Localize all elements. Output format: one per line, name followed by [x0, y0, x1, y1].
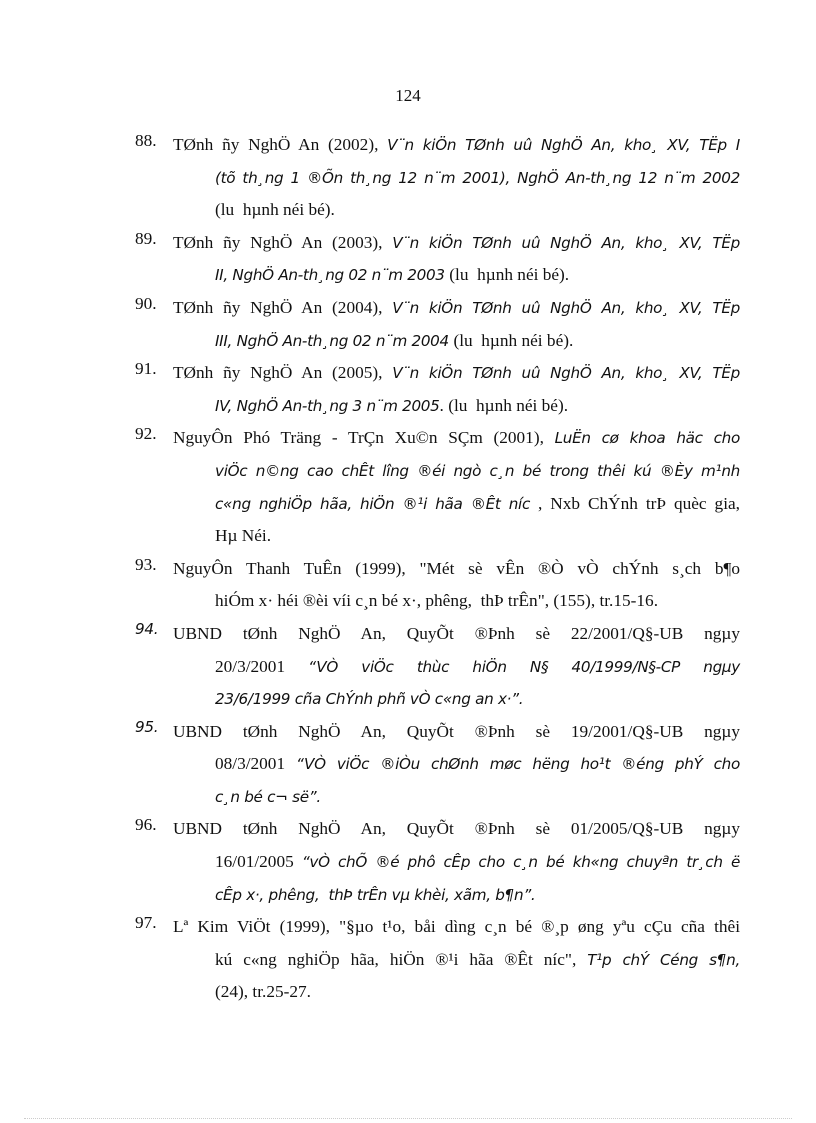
- reference-text: 08/3/2001: [215, 754, 296, 774]
- reference-title-text: “VÒ viÖc ®iÒu chØnh møc hëng ho¹t ®éng phÝ cho: [295, 755, 740, 774]
- reference-entry: [135, 229, 740, 294]
- reference-title-text: III, NghÖ An-th¸ng 02 n¨m 2004: [215, 331, 454, 350]
- reference-line: [173, 424, 740, 457]
- reference-line: [173, 555, 740, 588]
- reference-text: TØnh ñy NghÖ An (2004),: [173, 297, 393, 317]
- reference-text: (24), tr.25-27.: [215, 982, 311, 1002]
- reference-line: [173, 913, 740, 946]
- reference-line: [215, 261, 740, 294]
- reference-line: [215, 522, 740, 555]
- reference-line: [215, 881, 740, 914]
- reference-text: Lª Kim ViÖt (1999), "§µo t¹o, båi dìng c¸n bé ®¸p øng yªu cÇu cña thêi: [173, 917, 740, 937]
- reference-entry: [135, 424, 740, 554]
- reference-entry: [135, 131, 740, 229]
- reference-number: 94.: [135, 619, 159, 638]
- reference-title-text: LuËn cø khoa häc cho: [554, 429, 740, 448]
- reference-text: (lu hµnh néi bé).: [453, 330, 574, 350]
- reference-text: NguyÔn Thanh TuÊn (1999), "Mét sè vÊn ®Ò vÒ chÝnh s¸ch b¶o: [173, 558, 740, 578]
- page-bottom-divider: [24, 1118, 792, 1119]
- reference-line: [215, 587, 740, 620]
- reference-title-text: viÖc n©ng cao chÊt lîng ®éi ngò c¸n bé trong thêi kú ®Èy m¹nh: [215, 461, 740, 480]
- reference-text: 20/3/2001: [215, 656, 309, 676]
- reference-title-text: V¨n kiÖn TØnh uû NghÖ An, kho¸ XV, TËp: [392, 233, 740, 252]
- reference-line: [215, 392, 740, 425]
- reference-title-text: 23/6/1999 cña ChÝnh phñ vÒ c«ng an x·”.: [215, 690, 524, 709]
- reference-title-text: c¸n bé c¬ së”.: [215, 787, 321, 806]
- reference-number: 93.: [135, 554, 157, 574]
- reference-title-text: c«ng nghiÖp hãa, hiÖn ®¹i hãa ®Êt níc: [215, 494, 531, 513]
- reference-line: [215, 164, 740, 197]
- reference-text: kú c«ng nghiÖp hãa, hiÖn ®¹i hãa ®Êt níc",: [215, 949, 588, 969]
- reference-number: 95.: [135, 717, 159, 736]
- reference-line: [215, 978, 740, 1011]
- reference-line: [215, 196, 740, 229]
- reference-text: TØnh ñy NghÖ An (2002),: [173, 135, 388, 154]
- reference-entry: [135, 555, 740, 620]
- reference-number: 89.: [135, 228, 157, 248]
- reference-text: . (lu hµnh néi bé).: [439, 395, 569, 415]
- reference-number: 88.: [135, 131, 157, 150]
- reference-title-text: V¨n kiÖn TØnh uû NghÖ An, kho¸ XV, TËp I: [387, 136, 740, 154]
- reference-entry: [135, 359, 740, 424]
- reference-text: , Nxb ChÝnh trÞ quèc gia,: [530, 493, 740, 513]
- reference-number: 91.: [135, 359, 157, 379]
- reference-line: [215, 653, 740, 686]
- reference-title-text: T¹p chÝ Céng s¶n,: [587, 950, 740, 969]
- reference-text: TØnh ñy NghÖ An (2003),: [173, 232, 393, 252]
- reference-text: hiÓm x· héi ®èi víi c¸n bé x·, phêng, thÞ trÊn", (155), tr.15-16.: [215, 591, 659, 611]
- reference-line: [173, 815, 740, 848]
- reference-entry: [135, 620, 740, 718]
- reference-list: [135, 131, 740, 1011]
- reference-title-text: cÊp x·, phêng, thÞ trÊn vµ khèi, xãm, b¶n”.: [215, 885, 536, 904]
- reference-line: [173, 359, 740, 392]
- reference-line: [215, 457, 740, 490]
- page-number: 124: [395, 86, 421, 105]
- reference-line: [215, 750, 740, 783]
- reference-text: Hµ Néi.: [215, 526, 272, 546]
- reference-line: [173, 620, 740, 653]
- reference-text: (lu hµnh néi bé).: [449, 265, 570, 285]
- reference-number: 92.: [135, 424, 157, 444]
- reference-title-text: II, NghÖ An-th¸ng 02 n¨m 2003: [215, 266, 450, 285]
- reference-text: UBND tØnh NghÖ An, QuyÕt ®Þnh sè 19/2001/Q§-UB ngµy: [173, 721, 740, 741]
- reference-title-text: V¨n kiÖn TØnh uû NghÖ An, kho¸ XV, TËp: [392, 364, 740, 383]
- reference-text: NguyÔn Phó Träng - TrÇn Xu©n SÇm (2001),: [173, 428, 555, 448]
- reference-line: [173, 131, 740, 164]
- reference-line: [215, 848, 740, 881]
- reference-entry: [135, 815, 740, 913]
- reference-entry: [135, 718, 740, 816]
- reference-number: 96.: [135, 815, 157, 835]
- reference-entry: [135, 913, 740, 1011]
- reference-number: 90.: [135, 293, 157, 313]
- reference-title-text: IV, NghÖ An-th¸ng 3 n¨m 2005: [215, 396, 440, 415]
- reference-line: [173, 229, 740, 262]
- reference-number: 97.: [135, 913, 157, 933]
- reference-text: 16/01/2005: [215, 852, 302, 872]
- reference-title-text: “VÒ viÖc thùc hiÖn N§ 40/1999/N§-CP ngµy: [308, 657, 740, 676]
- reference-text: UBND tØnh NghÖ An, QuyÕt ®Þnh sè 01/2005/Q§-UB ngµy: [173, 819, 740, 839]
- reference-line: [215, 685, 740, 718]
- reference-line: [173, 294, 740, 327]
- reference-line: [173, 718, 740, 751]
- reference-line: [215, 783, 740, 816]
- reference-text: TØnh ñy NghÖ An (2005),: [173, 363, 393, 383]
- reference-text: (lu hµnh néi bé).: [215, 200, 335, 220]
- reference-line: [215, 327, 740, 360]
- reference-line: [215, 946, 740, 979]
- reference-line: [215, 490, 740, 523]
- reference-title-text: “vÒ chÕ ®é phô cÊp cho c¸n bé kh«ng chuyªn tr¸ch ë: [301, 853, 740, 872]
- reference-title-text: V¨n kiÖn TØnh uû NghÖ An, kho¸ XV, TËp: [392, 298, 740, 317]
- reference-entry: [135, 294, 740, 359]
- reference-title-text: (tõ th¸ng 1 ®Õn th¸ng 12 n¨m 2001), NghÖ An-th¸ng 12 n¨m 2002: [215, 168, 740, 187]
- reference-text: UBND tØnh NghÖ An, QuyÕt ®Þnh sè 22/2001/Q§-UB ngµy: [173, 623, 740, 643]
